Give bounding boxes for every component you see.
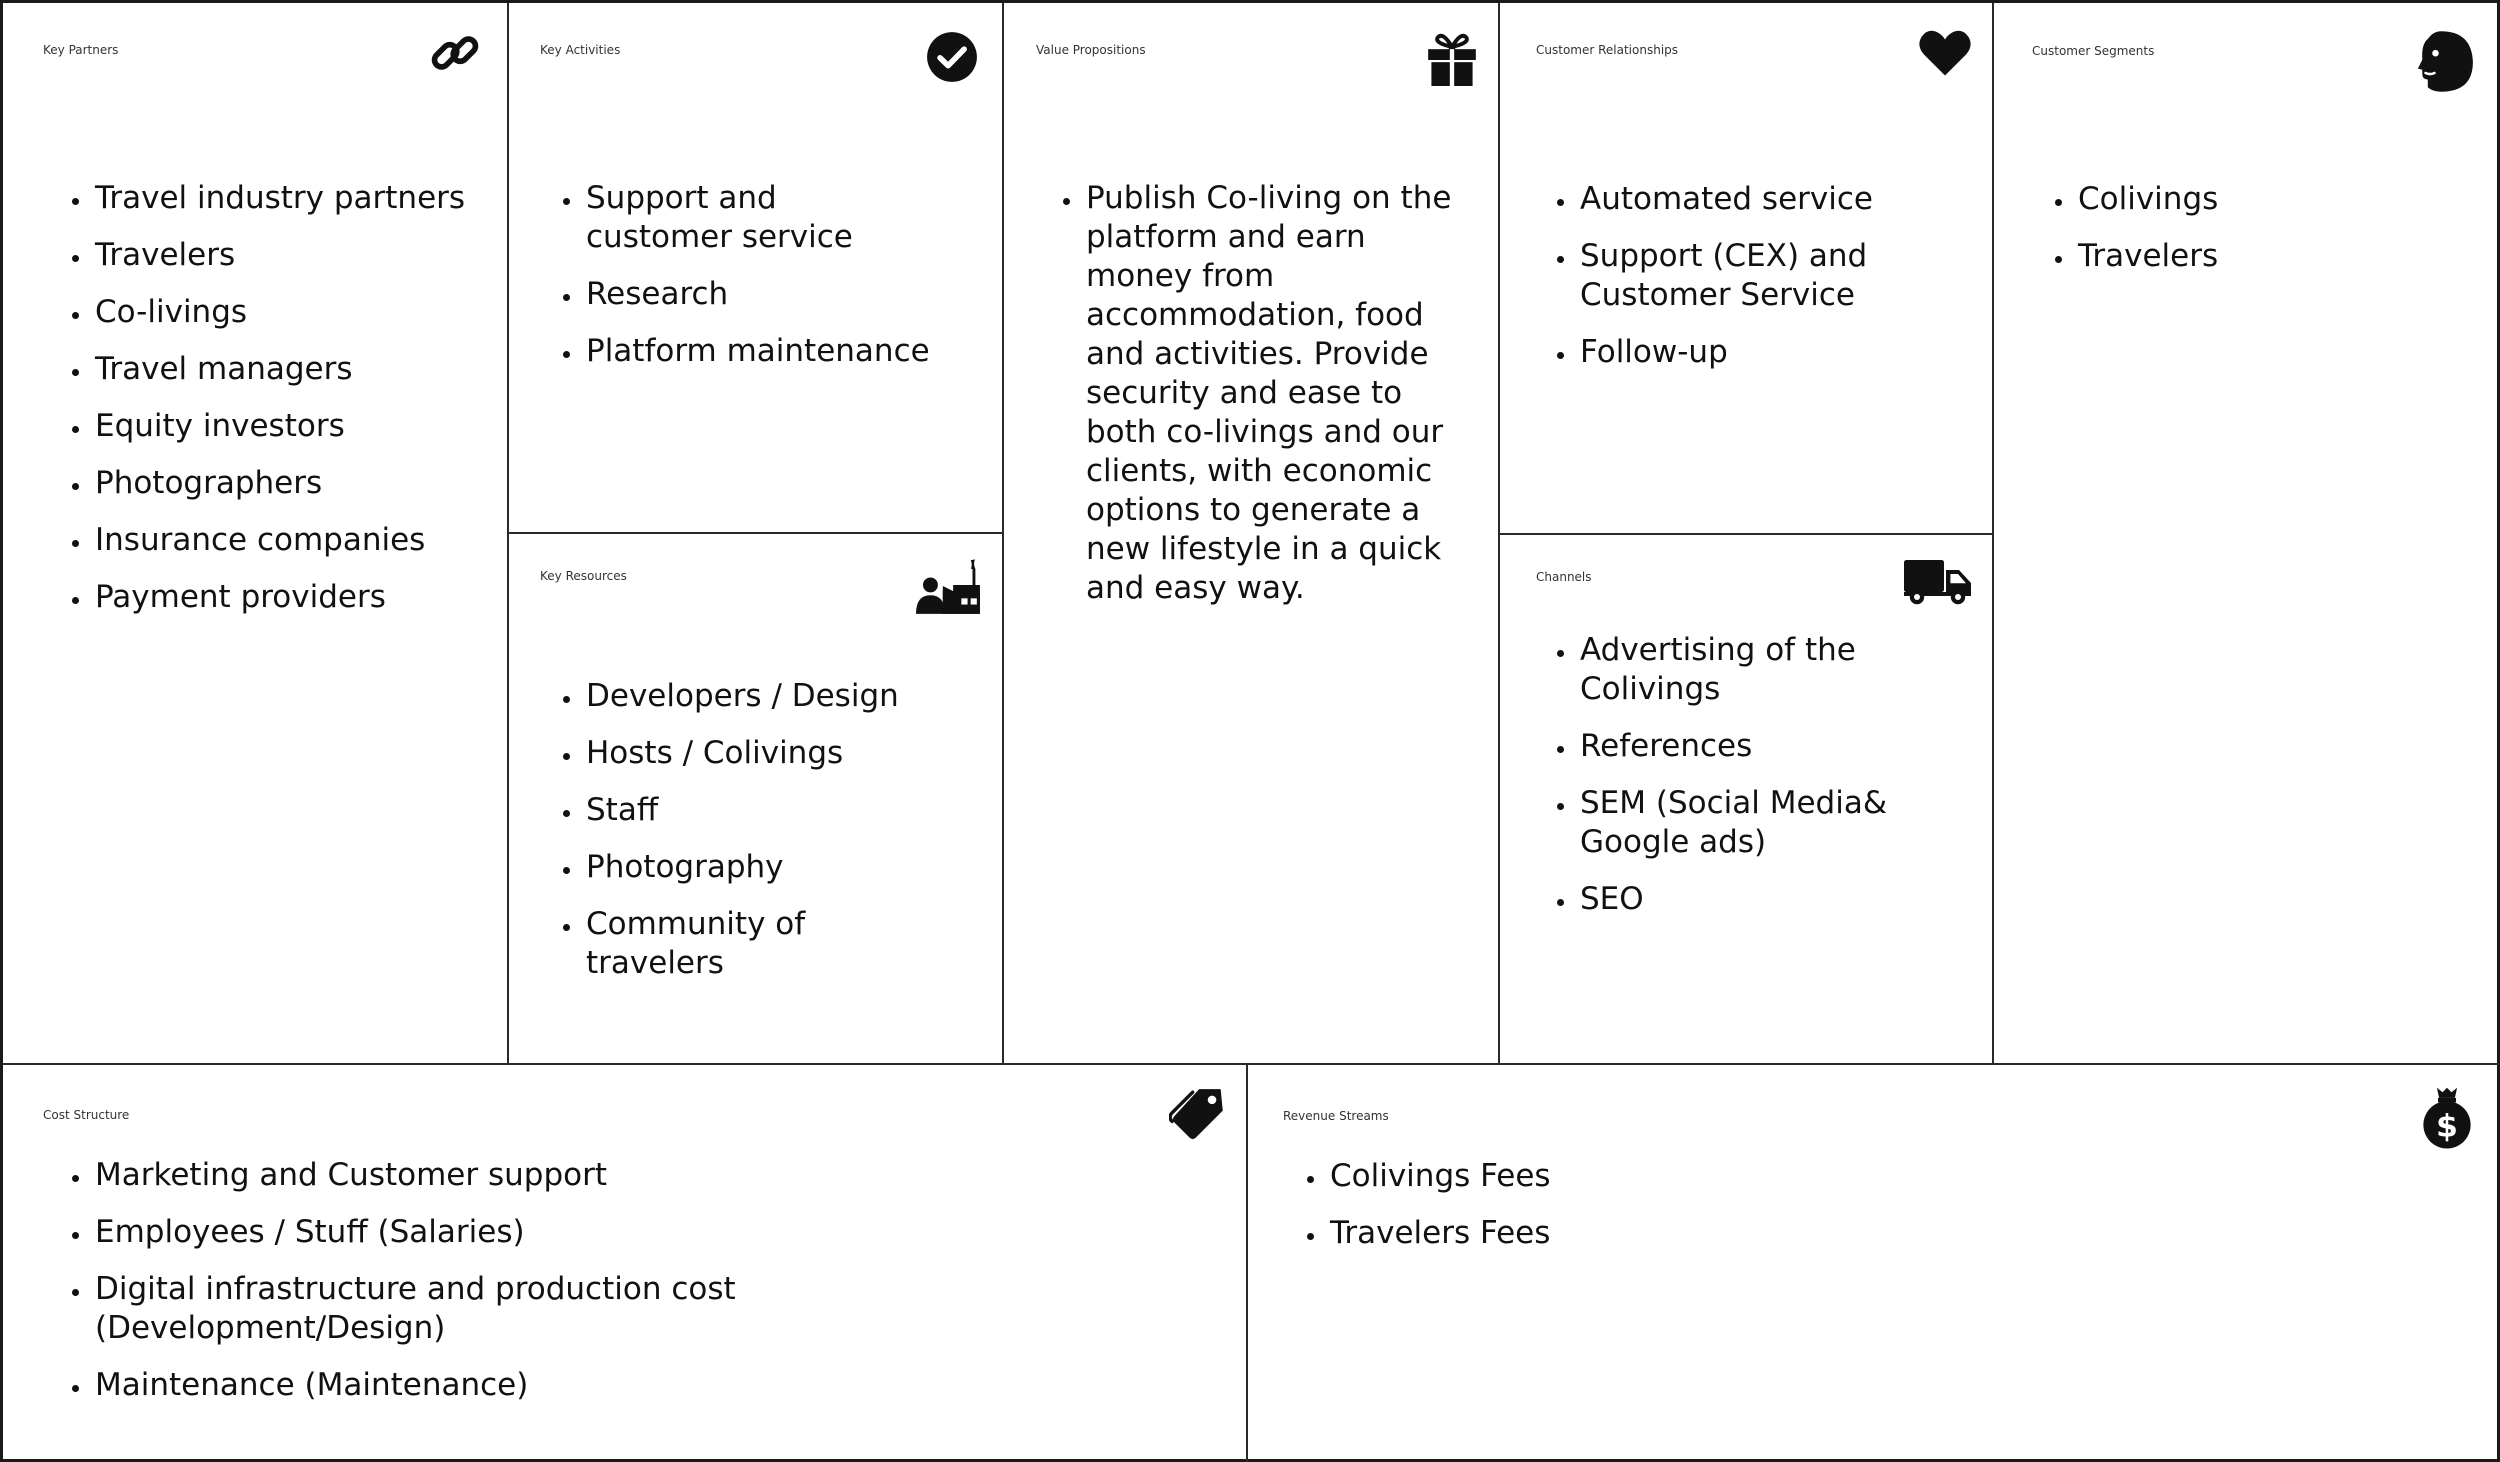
revenue-streams-block: [1248, 1065, 2500, 1462]
list-item: • SEM (Social Media& Google ads): [1578, 784, 1910, 862]
list-item: • Research: [584, 275, 1002, 314]
block-title: Cost Structure: [43, 1108, 130, 1122]
list-item: • Publish Co-living on the platform and earn money from accommodation, food and activities. Provide security and ease to both co-livings and our clients, with economic options to generate a new lifestyle in a quick and easy way.: [1084, 179, 1464, 608]
key-activities-list: [552, 179, 1002, 389]
cost-structure-block: [3, 1065, 1246, 1462]
customer-segments-list: [2044, 180, 2496, 294]
list-item: • Support (CEX) and Customer Service: [1578, 237, 1880, 315]
value-propositions-block: [1004, 3, 1498, 1063]
channels-block: [1500, 535, 1992, 1063]
key-partners-block: [3, 3, 507, 1063]
list-item: • Developers / Design: [584, 677, 1002, 716]
list-item: • Maintenance (Maintenance): [93, 1366, 813, 1405]
list-item: • Travelers Fees: [1328, 1214, 2048, 1253]
key-resources-list: [552, 677, 1002, 1001]
list-item: • Co-livings: [93, 293, 473, 332]
list-item: • Travel industry partners: [93, 179, 473, 218]
channels-list: [1546, 631, 1992, 937]
list-item: • Travel managers: [93, 350, 473, 389]
list-item: • Community of travelers: [584, 905, 826, 983]
list-item: • Platform maintenance: [584, 332, 1002, 371]
face-icon: [2408, 31, 2474, 93]
list-item: • Photographers: [93, 464, 473, 503]
list-item: • Automated service: [1578, 180, 1992, 219]
list-item: • Advertising of the Colivings: [1578, 631, 1870, 709]
list-item: • Staff: [584, 791, 1002, 830]
factory-worker-icon: [916, 556, 982, 618]
list-item: • Colivings: [2076, 180, 2496, 219]
list-item: • Travelers: [2076, 237, 2496, 276]
key-partners-list: [61, 179, 473, 635]
key-activities-block: [508, 3, 1002, 532]
list-item: • Follow-up: [1578, 333, 1992, 372]
list-item: • Payment providers: [93, 578, 473, 617]
price-tag-icon: [1169, 1087, 1225, 1145]
list-item: • SEO: [1578, 880, 1992, 919]
customer-relationships-list: [1546, 180, 1992, 390]
gift-icon: [1426, 31, 1478, 89]
value-propositions-list: [1052, 179, 1464, 626]
list-item: • Insurance companies: [93, 521, 473, 560]
list-item: • Digital infrastructure and production cost (Development/Design): [93, 1270, 755, 1348]
block-title: Customer Relationships: [1536, 43, 1679, 57]
svg-text:$: $: [2436, 1108, 2458, 1145]
truck-icon: [1904, 557, 1972, 607]
block-title: Revenue Streams: [1283, 1109, 1389, 1123]
heart-icon: [1918, 27, 1972, 79]
list-item: • Hosts / Colivings: [584, 734, 1002, 773]
list-item: • Support and customer service: [584, 179, 856, 257]
block-title: Key Resources: [540, 569, 627, 583]
link-icon: [427, 25, 483, 81]
list-item: • Colivings Fees: [1328, 1157, 2048, 1196]
customer-relationships-block: [1500, 3, 1992, 533]
customer-segments-block: [1994, 3, 2500, 1063]
list-item: • References: [1578, 727, 1992, 766]
revenue-streams-list: [1296, 1157, 2048, 1271]
key-resources-block: [508, 534, 1002, 1063]
list-item: • Employees / Stuff (Salaries): [93, 1213, 813, 1252]
block-title: Value Propositions: [1036, 43, 1146, 57]
checkmark-icon: [926, 31, 978, 83]
list-item: • Marketing and Customer support: [93, 1156, 813, 1195]
list-item: • Photography: [584, 848, 1002, 887]
list-item: • Travelers: [93, 236, 473, 275]
block-title: Key Activities: [540, 43, 621, 57]
money-bag-icon: [2420, 1085, 2474, 1149]
block-title: Channels: [1536, 570, 1592, 584]
block-title: Key Partners: [43, 43, 119, 57]
block-title: Customer Segments: [2032, 44, 2155, 58]
cost-structure-list: [61, 1156, 813, 1423]
list-item: • Equity investors: [93, 407, 473, 446]
